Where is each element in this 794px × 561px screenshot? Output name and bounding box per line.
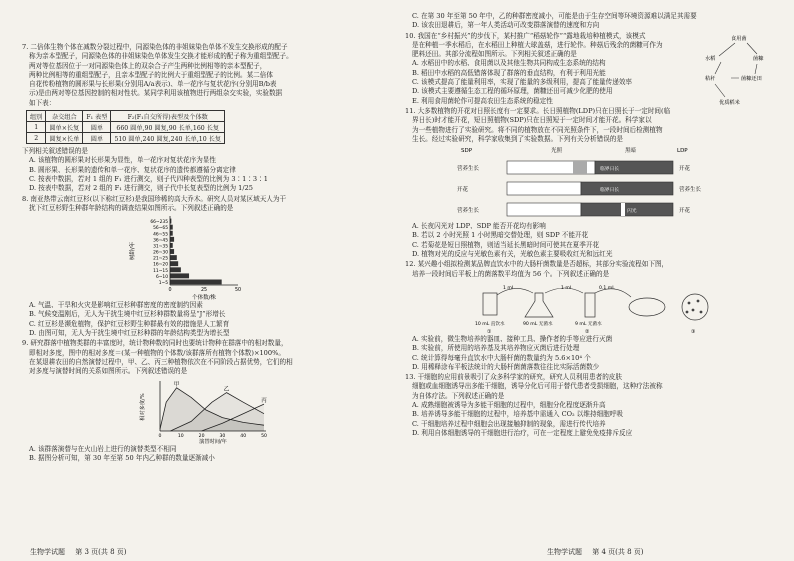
photoperiod-diagram (455, 144, 715, 222)
q7-line: 两对等位基因位于一对同源染色体上的双杂合子产生两种比例相等的亲本型配子， (29, 61, 267, 70)
age-class-label: 66~235 (150, 220, 168, 226)
age-class-label: 6~10 (155, 275, 168, 281)
q12-line: 12. 某兴趣小组拟检测某品牌直饮水中的大肠杆菌数量是否超标，其部分实验流程如下图， (405, 260, 669, 269)
dilution-plating-diagram (475, 279, 715, 335)
q9-option-c: C. 在第 30 年至第 50 年中，乙的种群密度减小，可能是由于生存空间等环境资源难以满足其需要 (412, 12, 697, 20)
photoperiod-row (457, 182, 702, 195)
q11-option-a: A. 长夜闪光对 LDP、SDP 能否开花均有影响 (412, 222, 546, 231)
q12-option-b: B. 实验前，所使用的培养基及其培养物应灭菌后进行处理 (412, 344, 580, 353)
question-13 (405, 373, 780, 438)
dark-label: 黑暗 (625, 148, 637, 155)
table-header: 杂交组合 (46, 111, 83, 122)
q11-option-c: C. 若菊花是短日照植物，则适当延长黑暗时间可使其在夏季开花 (412, 240, 600, 249)
ldp-response: 营养生长 (679, 187, 702, 194)
diagram-label: 10 mL 直饮水 (475, 321, 505, 327)
age-class-label: 11~15 (153, 268, 168, 274)
age-bar (170, 231, 173, 236)
q13-option-a: A. 成熟细胞被诱导为多能干细胞的过程中，细胞分化程度逐渐升高 (412, 401, 606, 410)
q7-option-a: A. 该植物的圆形果对长形果为显性，单一花序对复状花序为显性 (29, 156, 216, 165)
q8-line: 8. 南亚热带云南红豆杉(以下称红豆杉)是我国珍稀的高大乔木。研究人员对某区域天人为干 (22, 194, 287, 203)
q13-option-c: C. 干细胞培养过程中细胞会出现接触抑制的现象，需进行传代培养 (412, 419, 606, 428)
diagram-label: 1 mL (561, 285, 573, 291)
q10-option-d: D. 该模式主要遵循生态工程的循环原理，菌糠还田可减少化肥的使用 (412, 87, 613, 96)
page-4 (397, 0, 794, 561)
table-header: F₁ 表型 (83, 111, 111, 122)
age-class-label: 21~25 (153, 256, 168, 262)
step-label: ③ (691, 328, 696, 335)
q7-line: 称为亲本型配子，同源染色体的非姐妹染色单体发生交换才能形成的配子称为重组型配子。 (29, 52, 293, 61)
y-axis-label: 相对多度/% (140, 392, 146, 421)
q7-line: 7. 二倍体生物个体在减数分裂过程中，同源染色体的非姐妹染色单体不发生交换形成的配子 (22, 43, 288, 51)
q8-option-a: A. 气温、干旱和火灾是影响红豆杉种群密度的密度制约因素 (29, 301, 203, 310)
footer-page-number: 第 3 页(共 8 页) (75, 548, 127, 556)
question-12 (405, 260, 780, 372)
x-tick-label: 40 (240, 433, 247, 439)
diagram-label: 1 mL (503, 285, 515, 291)
age-class-label: 46~55 (153, 232, 168, 238)
node-label: 菌糠 (753, 55, 764, 62)
q9-line: 9. 研究群落中植物类群的丰富度时，统计物种数的同时也要统计物种在群落中的相对数量， (22, 339, 288, 348)
age-bar (170, 255, 177, 260)
sdp-response: 营养生长 (457, 208, 480, 215)
table-row (27, 133, 225, 144)
q7-stem: 下列相关叙述错误的是 (22, 147, 88, 156)
q12-option-a: A. 实验前，微生物培养的器皿、接种工具、操作者的手等应进行灭菌 (412, 334, 613, 343)
question-9 (22, 339, 387, 463)
age-class-label: 31~35 (153, 244, 168, 250)
age-bar (170, 243, 173, 248)
q10-option-b: B. 稻田中水稻的高低错落体现了群落的垂直结构，有利于利用光能 (412, 68, 606, 77)
footer-exam-title: 生物学试题 (547, 548, 582, 556)
row-marker-label: 临界日长 (600, 167, 620, 173)
q11-line: 生长。经过实验研究，科学家收集到了实验数据。下列有关分析错误的是 (412, 134, 623, 143)
q12-option-d: D. 用稀释涂布平板法统计的大肠杆菌菌落数往往比实际活菌数少 (412, 362, 600, 371)
q9-option-b: B. 据图分析可知，第 30 年至第 50 年内乙种群的数量逐渐减小 (29, 453, 215, 462)
sdp-label: SDP (461, 148, 473, 155)
node-label: 秸秆 (705, 75, 716, 82)
q10-option-e: E. 利用食用菌轮作可提高农田生态系统的稳定性 (412, 96, 553, 105)
q11-option-b: B. 若以 2 小时光照 1 小时黑暗交替处理，则 SDP 不能开花 (412, 231, 589, 240)
row-marker-label: 闪光 (627, 209, 637, 215)
x-tick-label: 20 (198, 433, 205, 439)
q9-option-a: A. 该群落演替与在火山岩上进行的演替类型不相同 (29, 444, 177, 453)
q8-line: 扰下红豆杉野生种群年龄结构的调查结果如图所示。下列叙述正确的是 (29, 203, 234, 212)
page-footer-right (547, 547, 644, 557)
question-7 (22, 43, 387, 194)
table-cell: 圆单×长复 (46, 122, 83, 133)
step-label: ① (487, 328, 492, 335)
q7-option-c: C. 按表中数据，若对 1 组的 F₁ 进行测交，则子代四种表型的比例为 3∶1∶3∶1 (29, 174, 268, 183)
age-bar (170, 274, 189, 279)
x-tick-label: 0 (168, 288, 172, 294)
x-tick-label: 10 (177, 433, 184, 439)
table-cell: 圆复×长单 (46, 133, 83, 144)
age-class-label: 56~65 (153, 226, 168, 232)
table-cell: 圆单 (83, 133, 111, 144)
q13-option-b: B. 培养诱导多能干细胞的过程中，培养基中需通入 CO₂ 以维持细胞呼吸 (412, 410, 623, 419)
q11-line: 为一些植物进行了实验研究。将不同的植物放在不同光照条件下，一段时间后检测植物 (412, 125, 663, 134)
q7-line: 自花传粉植物的圆形果与长形果(分别用A/a表示)、单一花序与复状花序(分别用B/b表 (29, 80, 277, 89)
table-cell: 660 圆单,90 圆复,90 长单,160 长复 (111, 122, 225, 133)
age-class-label: 16~20 (153, 262, 168, 268)
x-axis-label: 演替时间/年 (199, 438, 227, 445)
q9-line: 在某退耕农田的自然演替过程中，甲、乙、丙三种植物依次在不同阶段占据优势，它们的相 (29, 357, 293, 366)
question-10 (405, 32, 780, 106)
q9-line: 对多度与演替时间的关系如图所示。下列叙述错误的是 (29, 367, 188, 376)
age-class-label: 36~45 (153, 238, 168, 244)
q12-line: 培养一段时间后平板上的菌落数平均值为 56 个。下列叙述正确的是 (412, 269, 610, 278)
table-header: 组别 (27, 111, 46, 122)
table-header: F₂(F₁自交所得)表型及个体数 (111, 111, 225, 122)
q7-option-b: B. 圆形果、长形果的遗传和单一花序、复状花序的遗传都遵循分离定律 (29, 165, 236, 174)
series-label: 甲 (173, 381, 180, 388)
age-bar (170, 261, 178, 266)
q8-option-b: B. 气候变温刚后，无人为干扰生境中红豆杉种群数量将呈“J”形增长 (29, 310, 226, 319)
q10-line: 是在种植一季水稻后，在水稻田上种植大球盖菇，进行轮作。种菇后残余的菌糠可作为 (412, 40, 663, 49)
photoperiod-row (457, 161, 691, 174)
table-row (27, 122, 225, 133)
q9-option-d: D. 该农田退耕后，第一年人类活动可改变群落演替的速度和方向 (412, 21, 600, 30)
q10-line: 肥料还田。其部分流程如图所示。下列相关叙述正确的是 (412, 50, 577, 59)
series-label: 乙 (223, 386, 230, 393)
sdp-response: 营养生长 (457, 166, 480, 173)
table-cell: 510 圆单,240 圆复,240 长单,10 长复 (111, 133, 225, 144)
q13-line: 细胞或血细胞诱导出多能干细胞，诱导分化后可用于替代患者受损细胞，这种疗法被称 (412, 382, 663, 391)
y-axis-label: 树龄/年 (130, 241, 136, 261)
question-11 (405, 107, 780, 259)
x-tick-label: 30 (219, 433, 226, 439)
q13-line: 为自体疗法。下列叙述正确的是 (412, 391, 505, 400)
diagram-label: 0.1 mL (599, 285, 615, 291)
node-label: 优质稻米 (719, 99, 740, 106)
q7-line: 两种比例相等的重组型配子，且亲本型配子的比例大于重组型配子的比例。某二倍体 (29, 70, 273, 79)
step-label: ② (585, 328, 590, 335)
q10-option-a: A. 水稻田中的水稻、食用菌以及其他生物共同构成生态系统的结构 (412, 59, 606, 68)
succession-chart (134, 377, 274, 445)
rice-mushroom-diagram (701, 32, 781, 110)
age-class-label: 26~30 (153, 250, 168, 256)
age-bar (170, 249, 174, 254)
age-bar (170, 280, 222, 285)
photoperiod-row (457, 203, 691, 216)
q8-option-c: C. 红豆杉是濒危植物，保护红豆杉野生种群最有效的措施是人工繁育 (29, 319, 230, 328)
q7-line: 示)是由两对等位基因控制的相对性状。某同学利用该植物进行两组杂交实验，实验数据 (29, 89, 283, 98)
x-tick-label: 0 (158, 433, 162, 439)
q11-option-d: D. 植物对光的反应与光敏色素有关，光敏色素主要吸收红光和远红光 (412, 250, 613, 259)
age-bar (170, 225, 173, 230)
q12-option-c: C. 统计算得每毫升直饮水中大肠杆菌的数量约为 5.6×10⁴ 个 (412, 353, 591, 362)
footer-page-number: 第 4 页(共 8 页) (592, 548, 644, 556)
age-class-label: 1~5 (158, 281, 168, 287)
x-tick-label: 50 (234, 288, 242, 294)
node-label: 食用菌 (731, 35, 747, 42)
sdp-response: 开花 (457, 187, 469, 194)
table-cell: 1 (27, 122, 46, 133)
q11-line: 界日长)时才能开花，短日照植物(SDP)只在日照短于一定时间才能开花。科学家以 (412, 116, 652, 125)
node-label: 水稻 (705, 55, 716, 62)
light-label: 光照 (551, 148, 563, 155)
q10-line: 10. 我国在“乡村振兴”的步伐下，某村推广“稻菇轮作”“露地栽培种植模式，该模式 (405, 31, 646, 40)
cross-data-table (26, 110, 225, 144)
q10-option-c: C. 该模式提高了能量利用率，实现了能量的多级利用，提高了能量传递效率 (412, 78, 633, 87)
q9-line: 即相对多度，图中的相对多度＝(某一种植物的个体数/该群落所有植物个体数)×100%。 (29, 348, 285, 357)
age-structure-chart (126, 213, 256, 301)
table-cell: 圆单 (83, 122, 111, 133)
q13-option-d: D. 利用自体细胞诱导的干细胞进行治疗，可在一定程度上避免免疫排斥反应 (412, 428, 633, 437)
footer-exam-title: 生物学试题 (30, 548, 65, 556)
ldp-response: 开花 (679, 208, 691, 215)
question-8 (22, 195, 387, 339)
x-tick-label: 50 (261, 433, 267, 439)
q7-line: 如下表： (29, 98, 56, 107)
age-bar (170, 237, 174, 242)
q13-line: 13. 干细胞的应用前景吸引了众多科学家的研究，研究人员利用患者的皮肤 (405, 373, 622, 382)
x-tick-label: 25 (200, 288, 208, 294)
ldp-label: LDP (677, 148, 688, 155)
table-header-row (27, 111, 225, 122)
table-cell: 2 (27, 133, 46, 144)
age-bar (170, 267, 181, 272)
series-label: 丙 (261, 397, 267, 404)
q8-option-d: D. 由图可知，无人为干扰生境中红豆杉种群的年龄结构类型为增长型 (29, 329, 230, 338)
node-label: 菌糠还田 (741, 75, 762, 82)
ldp-response: 开花 (679, 166, 691, 173)
q11-line: 11. 大多数植物的开花对日照长度有一定要求。长日照植物(LDP)只在日照长于一定时间(临 (405, 106, 671, 115)
x-axis-label: 个体数/株 (192, 295, 216, 302)
q7-option-d: D. 按表中数据，若对 2 组的 F₁ 进行测交，则子代中长复表型的比例为 1/25 (29, 184, 253, 193)
diagram-label: 9 mL 无菌水 (575, 321, 602, 327)
row-marker-label: 临界日长 (600, 188, 620, 194)
diagram-label: 90 mL 无菌水 (523, 321, 553, 327)
page-footer-left (30, 547, 127, 557)
question-9-continued (405, 12, 780, 31)
